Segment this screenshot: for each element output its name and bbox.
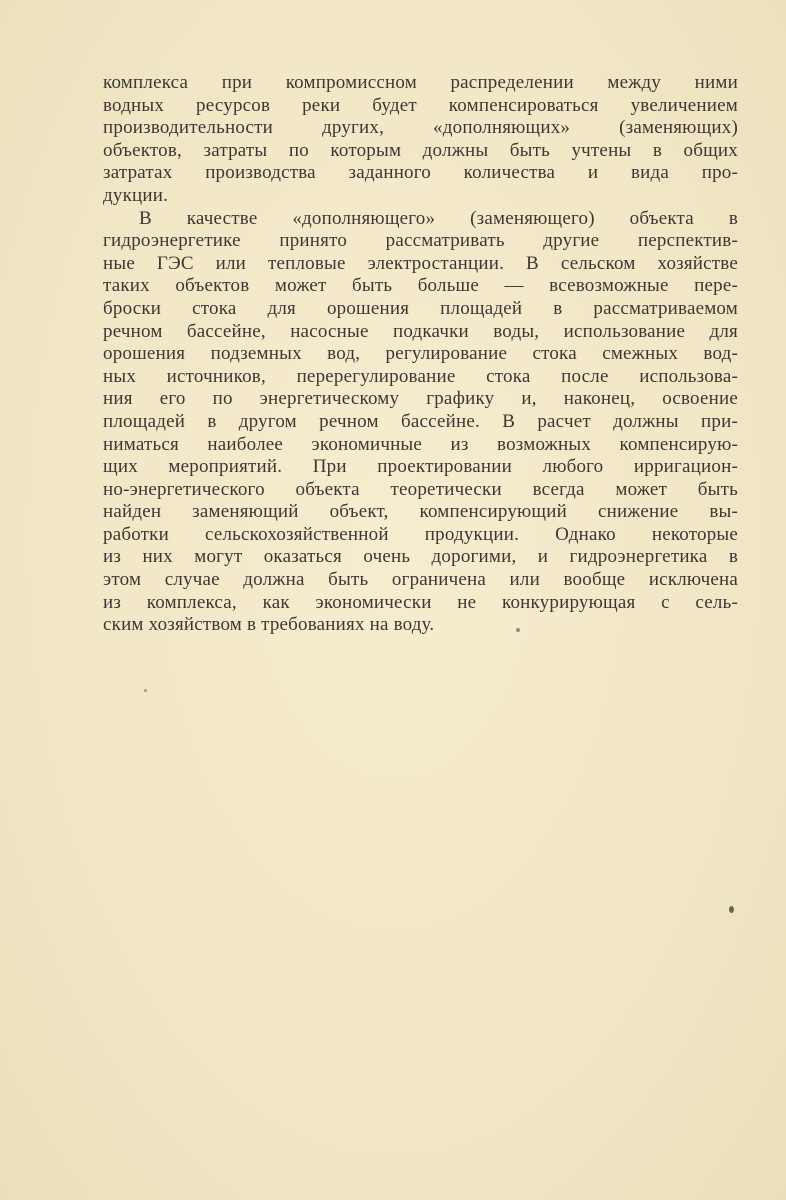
text-line: производительности других, «дополняющих» (заменяющих) [103,117,738,139]
text-line: ния его по энергетическому графику и, наконец, освоение [103,388,738,410]
text-line: комплекса при компромиссном распределении между ними [103,72,738,93]
paragraph-1 [103,72,738,208]
text-line: таких объектов может быть больше — всевозможные пере- [103,275,738,297]
text-line: ским хозяйством в требованиях на воду. [103,614,435,636]
ink-speck [144,689,147,692]
text-line: броски стока для орошения площадей в рассматриваемом [103,297,738,319]
text-line: но-энергетического объекта теоретически всегда может быть [103,478,738,500]
text-line: затратах производства заданного количества и вида про- [103,162,738,184]
ink-speck [516,628,520,632]
text-line: из комплекса, как экономически не конкурирующая с сель- [103,591,738,613]
text-line: водных ресурсов реки будет компенсироваться увеличением [103,94,738,116]
ink-speck [729,906,734,913]
text-line: этом случае должна быть ограничена или вообще исключена [103,569,738,591]
text-line: площадей в другом речном бассейне. В расчет должны при- [103,410,738,432]
body-text [103,72,738,637]
paragraph-2 [103,208,738,637]
text-line: работки сельскохозяйственной продукции. Однако некоторые [103,523,738,545]
text-line: ниматься наиболее экономичные из возможных компенсирую- [103,433,738,455]
text-line: орошения подземных вод, регулирование стока смежных вод- [103,343,738,365]
text-line: объектов, затраты по которым должны быть учтены в общих [103,139,738,161]
text-line: В качестве «дополняющего» (заменяющего) объекта в [139,207,738,229]
text-line: гидроэнергетике принято рассматривать другие перспектив- [103,230,738,252]
text-line: найден заменяющий объект, компенсирующий снижение вы- [103,501,738,523]
text-line: из них могут оказаться очень дорогими, и гидроэнергетика в [103,546,738,568]
text-line: ные ГЭС или тепловые электростанции. В сельском хозяйстве [103,252,738,274]
text-line: щих мероприятий. При проектировании любого ирригацион- [103,456,738,478]
text-line: речном бассейне, насосные подкачки воды, использование для [103,320,738,342]
text-line: дукции. [103,184,169,206]
text-line: ных источников, перерегулирование стока после использова- [103,365,738,387]
